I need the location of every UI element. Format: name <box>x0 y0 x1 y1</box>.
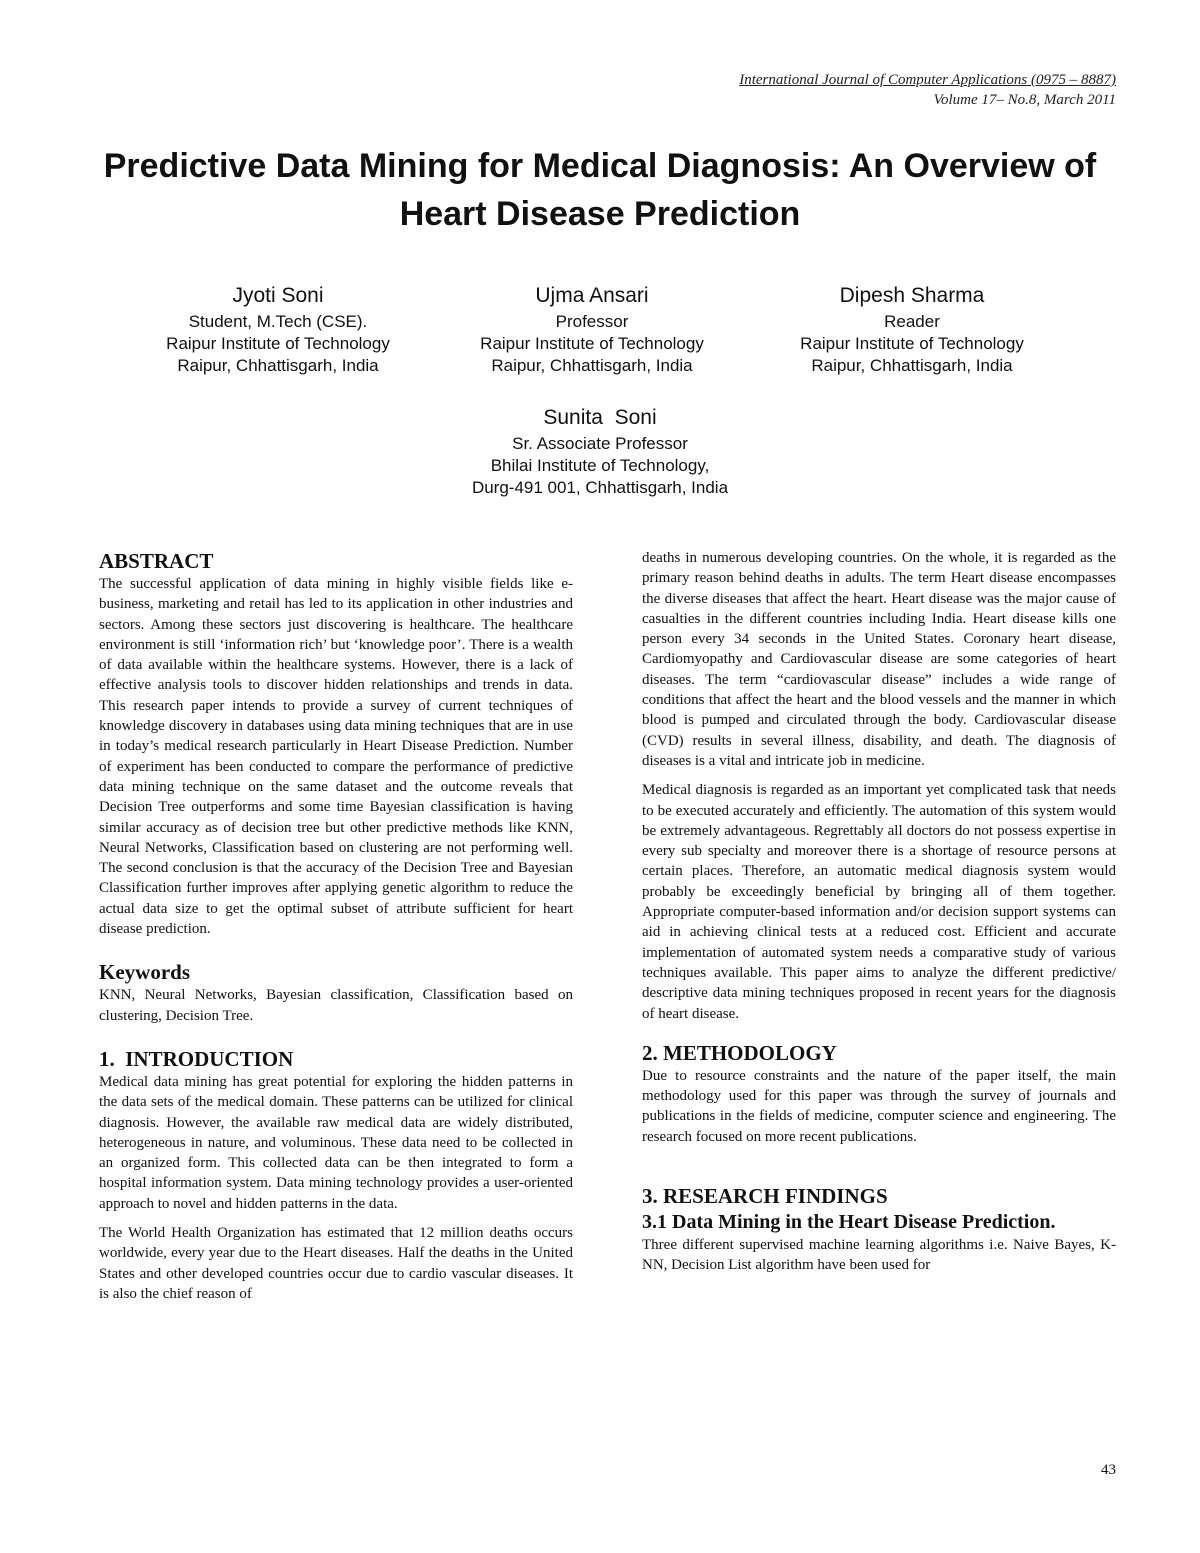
abstract-heading: ABSTRACT <box>99 549 214 573</box>
author-location: Raipur, Chhattisgarh, India <box>177 356 379 375</box>
methodology-heading: 2. METHODOLOGY <box>642 1040 837 1065</box>
introduction-paragraph-2-continued: deaths in numerous developing countries. On the whole, it is regarded as the primary reason behind deaths in adults. The term Heart disease encompasses the diverse diseases that affect the heart. Heart disease was the major cause of casualties in the different countries including India. Heart disease kills one person every 34 seconds in the United States. Coronary heart disease, Cardiomyopathy and Cardiovascular disease are some categories of heart diseases. The term “cardiovascular disease” includes a wide range of conditions that affect the heart and the blood vessels and the manner in which blood is pumped and circulated through the body. Cardiovascular disease (CVD) results in several illness, disability, and death. The diagnosis of diseases is a vital and intricate job in medicine. <box>642 550 1116 769</box>
running-header <box>739 70 1116 110</box>
author-institution: Bhilai Institute of Technology, <box>490 456 710 475</box>
page-number: 43 <box>1101 1462 1116 1478</box>
findings-subheading: 3.1 Data Mining in the Heart Disease Prediction. <box>642 1211 1056 1234</box>
abstract-text: The successful application of data mining in highly visible fields like e-business, marketing and retail has led to its application in other industries and sectors. Among these sectors just discovering is healthcare. The healthcare environment is still ‘information rich’ but ‘knowledge poor’. There is a wealth of data available within the healthcare systems. However, there is a lack of effective analysis tools to discover hidden relationships and trends in data. This research paper intends to provide a survey of current techniques of knowledge discovery in databases using data mining techniques that are in use in today’s medical research particularly in Heart Disease Prediction. Number of experiment has been conducted to compare the performance of predictive data mining technique on the same dataset and the outcome reveals that Decision Tree outperforms and some time Bayesian classification is having similar accuracy as of decision tree but other predictive methods like KNN, Neural Networks, Classification based on clustering are not performing well. The second conclusion is that the accuracy of the Decision Tree and Bayesian Classification further improves after applying genetic algorithm to reduce the actual data size to get the optimal subset of attribute sufficient for heart disease prediction. <box>99 576 573 938</box>
author-block-2 <box>422 282 762 377</box>
author-role: Professor <box>555 312 629 331</box>
author-institution: Raipur Institute of Technology <box>480 334 704 353</box>
author-block-4 <box>430 404 770 499</box>
left-column <box>99 548 573 1304</box>
journal-name: International Journal of Computer Applications (0975 – 8887) <box>739 72 1116 88</box>
author-role: Student, M.Tech (CSE). <box>188 312 368 331</box>
keywords-heading: Keywords <box>99 960 190 985</box>
author-block-1 <box>108 282 448 377</box>
methodology-text: Due to resource constraints and the nature of the paper itself, the main methodology used for this paper was through the survey of journals and publications in the fields of medicine, computer science and engineering. The research focused on more recent publications. <box>642 1067 1116 1145</box>
author-institution: Raipur Institute of Technology <box>800 334 1024 353</box>
right-column <box>642 548 1116 1276</box>
author-location: Raipur, Chhattisgarh, India <box>491 356 693 375</box>
author-location: Raipur, Chhattisgarh, India <box>811 356 1013 375</box>
introduction-paragraph-1: Medical data mining has great potential for exploring the hidden patterns in the data sets of the medical domain. These patterns can be utilized for clinical diagnosis. However, the available raw medical data are widely distributed, heterogeneous in nature, and voluminous. These data need to be collected in an organized form. This collected data can be then integrated to form a hospital information system. Data mining technology provides a user-oriented approach to novel and hidden patterns in the data. <box>99 1073 573 1212</box>
introduction-paragraph-2: The World Health Organization has estimated that 12 million deaths occurs worldwide, every year due to the Heart diseases. Half the deaths in the United States and other developed countries occur due to cardio vascular diseases. It is also the chief reason of <box>99 1225 573 1302</box>
author-block-3 <box>742 282 1082 377</box>
author-name: Sunita Soni <box>543 406 657 429</box>
findings-text: Three different supervised machine learning algorithms i.e. Naive Bayes, K-NN, Decision List algorithm have been used for <box>642 1237 1116 1274</box>
keywords-text: KNN, Neural Networks, Bayesian classification, Classification based on clustering, Decision Tree. <box>99 987 573 1024</box>
author-institution: Raipur Institute of Technology <box>166 334 390 353</box>
author-name: Ujma Ansari <box>535 284 649 307</box>
author-role: Sr. Associate Professor <box>512 434 688 453</box>
author-name: Jyoti Soni <box>232 284 324 307</box>
journal-volume: Volume 17– No.8, March 2011 <box>933 92 1116 108</box>
author-location: Durg-491 001, Chhattisgarh, India <box>471 478 729 497</box>
introduction-heading: 1. INTRODUCTION <box>99 1046 294 1071</box>
paper-title: Predictive Data Mining for Medical Diagnosis: An Overview of Heart Disease Prediction <box>103 147 1097 233</box>
introduction-paragraph-3: Medical diagnosis is regarded as an important yet complicated task that needs to be executed accurately and efficiently. The automation of this system would be extremely advantageous. Regrettably all doctors do not possess expertise in every sub specialty and moreover there is a shortage of resource persons at certain places. Therefore, an automatic medical diagnosis system would probably be exceedingly beneficial by bringing all of them together. Appropriate computer-based information and/or decision support systems can aid in achieving clinical tests at a reduced cost. Efficient and accurate implementation of automated system needs a comparative study of various techniques available. This paper aims to analyze the different predictive/ descriptive data mining techniques proposed in recent years for the diagnosis of heart disease. <box>642 782 1116 1022</box>
findings-heading: 3. RESEARCH FINDINGS <box>642 1184 888 1209</box>
author-name: Dipesh Sharma <box>839 284 985 307</box>
author-role: Reader <box>884 312 940 331</box>
